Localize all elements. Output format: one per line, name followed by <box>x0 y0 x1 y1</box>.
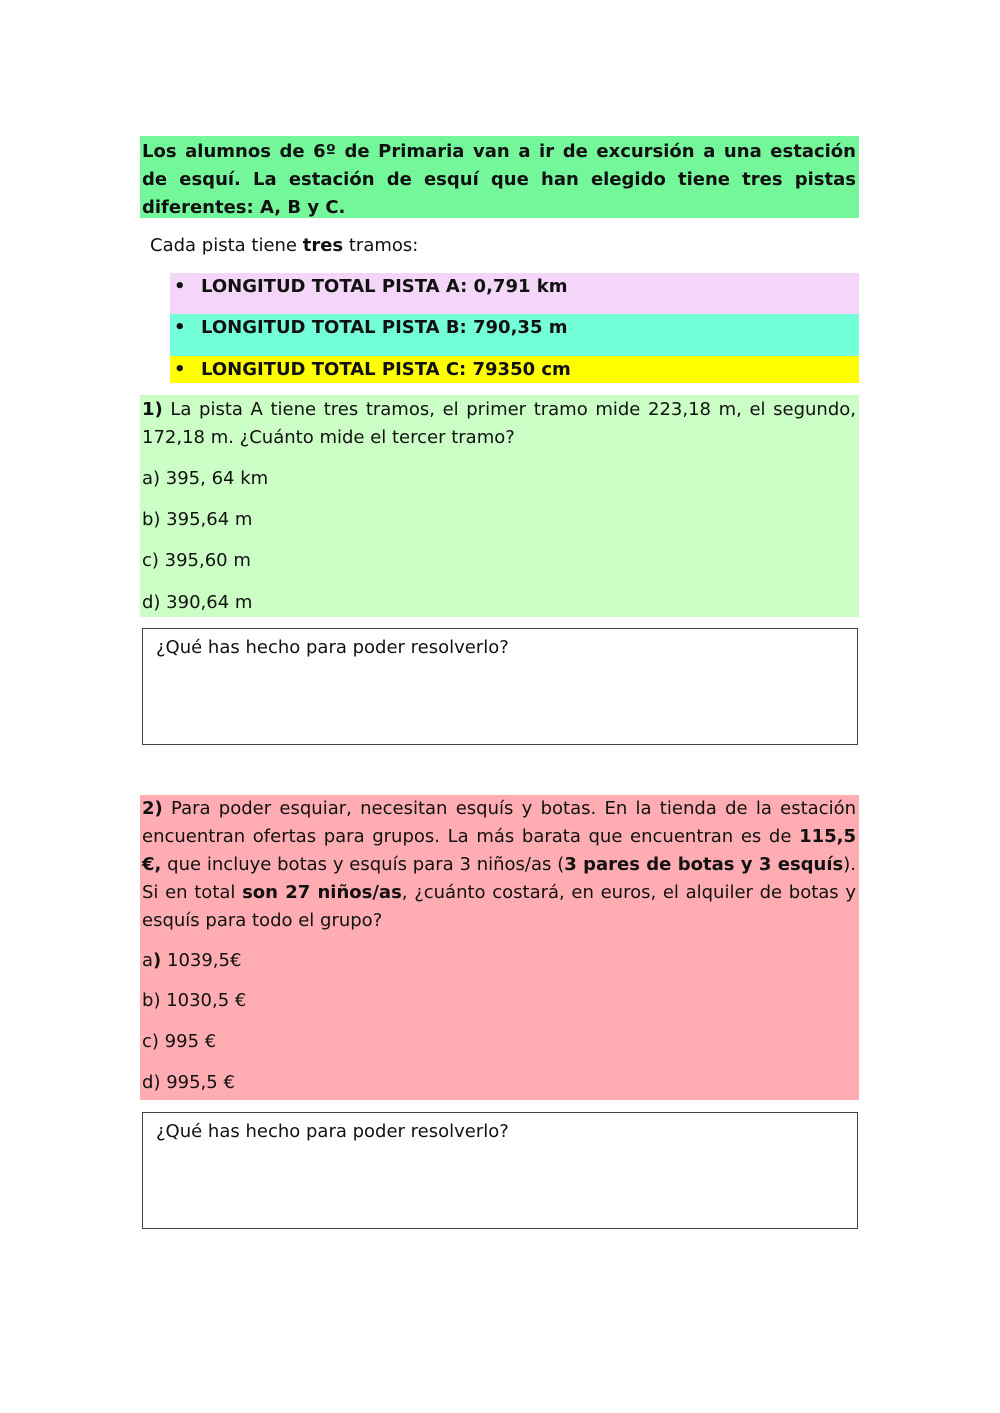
bullet-icon: • <box>174 276 186 297</box>
q2-option-c[interactable] <box>142 1029 216 1055</box>
question-1-number: 1) <box>142 399 163 420</box>
pista-b-item <box>170 314 859 356</box>
question-2-text <box>142 795 856 935</box>
pista-a-text: LONGITUD TOTAL PISTA A: 0,791 km <box>201 276 568 297</box>
tramos-post: tramos: <box>343 235 419 256</box>
answer-box-1[interactable] <box>142 628 858 745</box>
q2-text-part: Para poder esquiar, necesitan esquís y botas. En la tienda de la estación encuentran ofertas para grupos. La más barata que encuentran es de <box>142 798 856 847</box>
tramos-bold: tres <box>302 235 344 256</box>
q2-option-c-paren: ) <box>151 1031 159 1052</box>
question-1-text <box>142 396 856 452</box>
q2-option-b-letter: b <box>142 990 154 1011</box>
bullet-icon: • <box>174 317 186 338</box>
pista-a-item <box>170 273 859 314</box>
q1-option-b[interactable]: b) 395,64 m <box>142 509 253 530</box>
q2-option-b-paren: ) <box>153 990 161 1011</box>
question-2-number: 2) <box>142 798 163 819</box>
q2-text-part: , ¿cuánto costará, en euros, el alquiler de botas y esquís para todo el grupo? <box>142 882 857 931</box>
q2-option-a-paren: ) <box>153 950 162 971</box>
q2-option-b-value: 1030,5 € <box>160 990 247 1011</box>
pista-c-item <box>170 356 859 383</box>
question-1-body: La pista A tiene tres tramos, el primer tramo mide 223,18 m, el segundo, 172,18 m. ¿Cuánto mide el tercer tramo? <box>142 399 856 448</box>
q2-option-a-letter: a <box>142 950 154 971</box>
q2-text-part: ). Si en total <box>142 854 857 903</box>
q2-option-a-value: 1039,5€ <box>161 950 242 971</box>
pista-c-text: LONGITUD TOTAL PISTA C: 79350 cm <box>201 359 571 380</box>
q2-text-part: que incluye botas y esquís para 3 niños/as ( <box>161 854 565 875</box>
q2-option-d-paren: ) <box>153 1072 161 1093</box>
answer-box-2-prompt: ¿Qué has hecho para poder resolverlo? <box>156 1121 509 1142</box>
tramos-sentence <box>150 233 418 259</box>
intro-paragraph: Los alumnos de 6º de Primaria van a ir de excursión a una estación de esquí. La estación de esquí que han elegido tiene tres pistas diferentes: A, B y C. <box>140 136 859 218</box>
q2-bold-count: son 27 niños/as <box>242 882 402 903</box>
q2-bold-pairs: 3 pares de botas y 3 esquís <box>564 854 844 875</box>
q2-option-d-letter: d <box>142 1072 154 1093</box>
question-2-block <box>140 795 859 1100</box>
q1-option-d[interactable]: d) 390,64 m <box>142 592 253 613</box>
q2-option-b[interactable] <box>142 988 246 1014</box>
question-1-block <box>140 395 859 617</box>
pista-b-text: LONGITUD TOTAL PISTA B: 790,35 m <box>201 317 568 338</box>
q2-option-d[interactable] <box>142 1070 235 1096</box>
q2-option-c-letter: c <box>142 1031 152 1052</box>
answer-box-1-prompt: ¿Qué has hecho para poder resolverlo? <box>156 637 509 658</box>
q1-option-c[interactable]: c) 395,60 m <box>142 550 251 571</box>
q1-option-a[interactable]: a) 395, 64 km <box>142 468 269 489</box>
answer-box-2[interactable] <box>142 1112 858 1229</box>
bullet-icon: • <box>174 359 186 380</box>
q2-option-a[interactable] <box>142 948 241 974</box>
q2-bold-price: 115,5 €, <box>142 826 856 875</box>
tramos-pre: Cada pista tiene <box>150 235 303 256</box>
q2-option-d-value: 995,5 € <box>160 1072 235 1093</box>
q2-option-c-value: 995 € <box>158 1031 217 1052</box>
